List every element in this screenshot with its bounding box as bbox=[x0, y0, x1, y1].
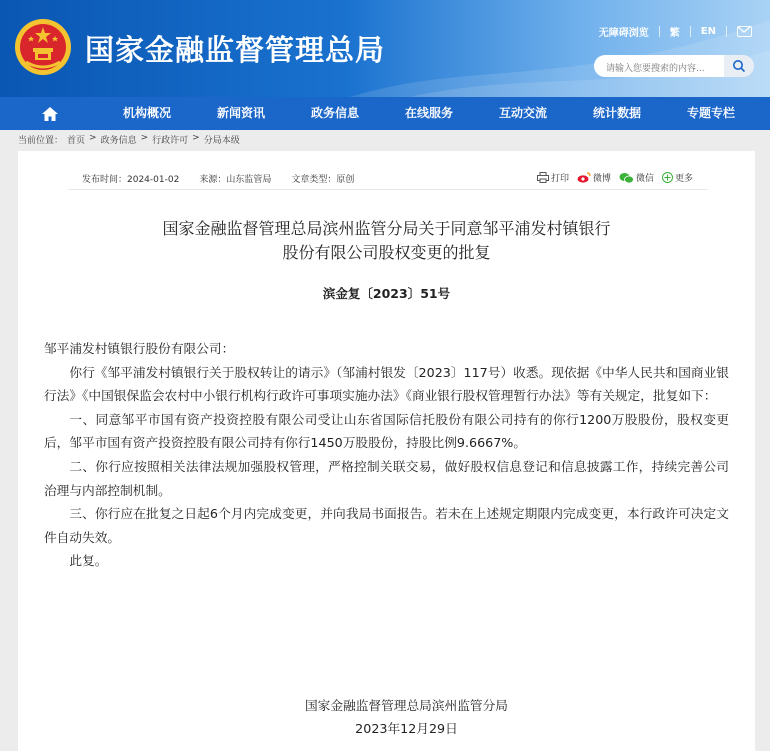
breadcrumb-item-government-info[interactable]: 政务信息 bbox=[100, 136, 137, 146]
nav-home[interactable] bbox=[0, 97, 100, 130]
closing-remark: 此复。 bbox=[69, 553, 108, 569]
nav-item-news[interactable]: 新闻资讯 bbox=[216, 106, 265, 120]
nav-item-interaction[interactable]: 互动交流 bbox=[498, 106, 547, 120]
article-card bbox=[18, 151, 755, 751]
issue-date: 2023年12月29日 bbox=[355, 721, 458, 736]
top-links bbox=[589, 24, 752, 39]
weibo-icon bbox=[577, 172, 591, 183]
english-link[interactable]: EN bbox=[700, 26, 716, 37]
divider bbox=[726, 26, 727, 37]
national-emblem-icon bbox=[14, 18, 72, 76]
weibo-share-button[interactable] bbox=[577, 171, 611, 184]
nav-item-government-info[interactable]: 政务信息 bbox=[310, 106, 359, 120]
accessibility-link[interactable]: 无障碍浏览 bbox=[598, 28, 649, 39]
search-icon bbox=[732, 59, 746, 73]
article-title bbox=[18, 217, 755, 265]
more-share-button[interactable] bbox=[662, 171, 693, 184]
wechat-label: 微信 bbox=[635, 174, 654, 184]
body-paragraph: 一、同意邹平市国有资产投资控股有限公司受让山东省国际信托股份有限公司持有的你行1200万股股份，股权变更后，邹平市国有资产投资控股有限公司持有你行1450万股股份，持股比例9.6667%。 bbox=[44, 411, 729, 451]
site-header bbox=[0, 0, 770, 97]
divider bbox=[659, 26, 660, 37]
print-label: 打印 bbox=[550, 174, 569, 184]
nav-item-institution[interactable]: 机构概况 bbox=[122, 106, 171, 120]
publish-time: 发布时间：2024-01-02 bbox=[82, 175, 180, 185]
article-type: 文章类型：原创 bbox=[291, 175, 355, 185]
body-paragraph: 二、你行应按照相关法律法规加强股权管理，严格控制关联交易，做好股权信息登记和信息披露工作，持续完善公司治理与内部控制机制。 bbox=[44, 458, 729, 498]
body-paragraph: 三、你行应在批复之日起6个月内完成变更，并向我局书面报告。若未在上述规定期限内完成变更，本行政许可决定文件自动失效。 bbox=[44, 506, 729, 545]
article-source: 来源：山东监管局 bbox=[199, 175, 272, 185]
breadcrumb-prefix: 当前位置： bbox=[18, 136, 64, 146]
nav-item-statistics[interactable]: 统计数据 bbox=[592, 106, 641, 120]
site-title[interactable]: 国家金融监督管理总局 bbox=[85, 33, 386, 67]
breadcrumb-separator: > bbox=[192, 133, 200, 143]
document-number: 滨金复〔2023〕51号 bbox=[322, 286, 451, 301]
article-meta bbox=[82, 172, 374, 185]
breadcrumb-item-administrative-license[interactable]: 行政许可 bbox=[152, 136, 189, 146]
weibo-label: 微博 bbox=[592, 174, 611, 184]
home-icon bbox=[41, 106, 59, 122]
search-input[interactable] bbox=[594, 55, 724, 77]
print-button[interactable] bbox=[537, 171, 569, 184]
breadcrumb-separator: > bbox=[140, 133, 149, 143]
body-paragraph: 你行《邹平浦发村镇银行关于股权转让的请示》（邹浦村银发〔2023〕117号）收悉。现依据《中华人民共和国商业银行法》《中国银保监会农村中小银行机构行政许可事项实施办法》《商业银行股权管理暂行办法》等有关规定，批复如下： bbox=[44, 364, 729, 404]
plus-circle-icon bbox=[662, 172, 673, 183]
signature-block bbox=[18, 694, 755, 740]
breadcrumb-item-home[interactable]: 首页 bbox=[67, 136, 86, 146]
meta-divider bbox=[68, 189, 708, 190]
salutation: 邹平浦发村镇银行股份有限公司： bbox=[44, 341, 235, 356]
header-decoration bbox=[350, 0, 770, 97]
breadcrumb bbox=[18, 133, 244, 146]
wechat-share-button[interactable] bbox=[619, 171, 654, 184]
search-button[interactable] bbox=[724, 55, 754, 77]
wechat-icon bbox=[619, 172, 634, 184]
issuer-signature: 国家金融监督管理总局滨州监管分局 bbox=[305, 698, 508, 713]
article-title-line-2: 股份有限公司股权变更的批复 bbox=[282, 243, 491, 262]
more-label: 更多 bbox=[674, 174, 693, 184]
divider bbox=[690, 26, 691, 37]
main-nav bbox=[0, 97, 770, 130]
breadcrumb-separator: > bbox=[89, 133, 97, 143]
traditional-chinese-link[interactable]: 繁 bbox=[669, 28, 680, 39]
article-body bbox=[44, 337, 729, 573]
nav-item-online-service[interactable]: 在线服务 bbox=[404, 106, 453, 120]
printer-icon bbox=[537, 172, 549, 183]
nav-item-special-topics[interactable]: 专题专栏 bbox=[686, 106, 735, 120]
mail-icon[interactable] bbox=[737, 26, 752, 37]
article-title-line-1: 国家金融监督管理总局滨州监管分局关于同意邹平浦发村镇银行 bbox=[162, 219, 611, 238]
breadcrumb-item-branch[interactable]: 分局本级 bbox=[203, 136, 240, 146]
share-bar bbox=[529, 171, 693, 184]
